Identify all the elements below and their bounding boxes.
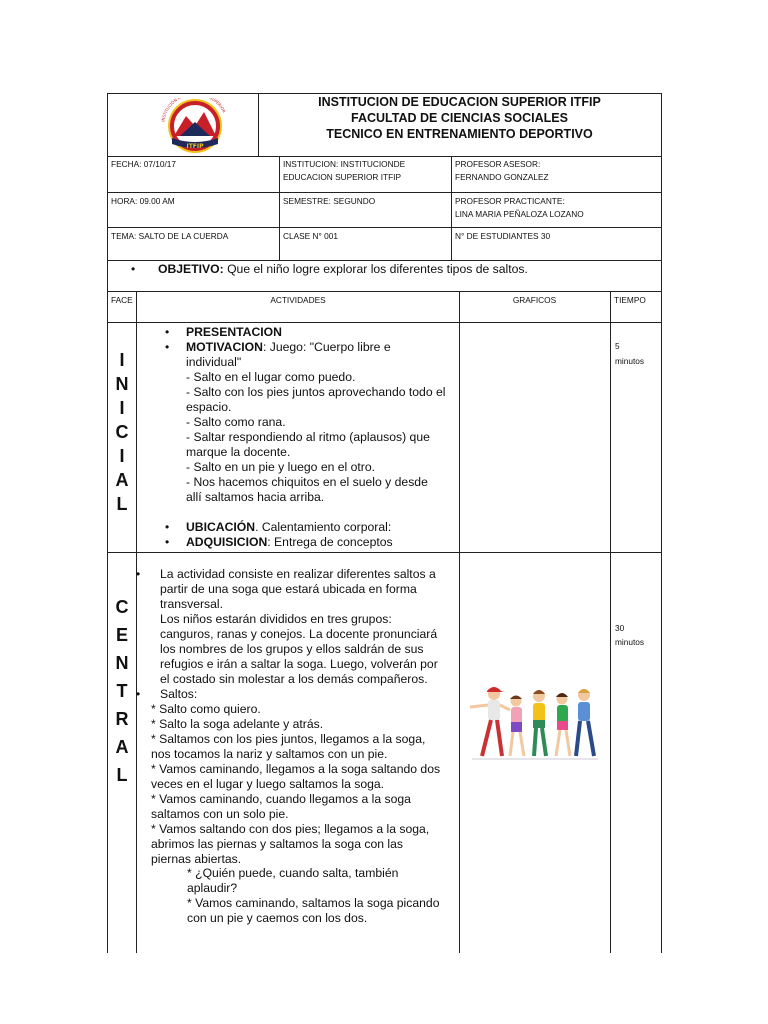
motivacion [186, 340, 391, 355]
inicial-tiempo-value: 5 [615, 341, 620, 351]
tema: TEMA: SALTO DE LA CUERDA [111, 231, 229, 241]
objetivo-text: Que el niño logre explorar los diferentes tipos de saltos. [223, 262, 528, 276]
inicial-line: - Salto en el lugar como puedo. [186, 370, 356, 384]
row-line [107, 291, 661, 292]
inicial-letter: I [119, 446, 125, 466]
row-line [107, 552, 661, 553]
bullet-icon: • [165, 340, 170, 354]
asesor-label: PROFESOR ASESOR: [455, 159, 541, 169]
bullet-icon: • [165, 520, 170, 534]
table-right-border [661, 93, 662, 953]
col-line [279, 156, 280, 260]
row-line [107, 322, 661, 323]
salto-line-indented: * ¿Quién puede, cuando salta, también [187, 866, 399, 880]
salto-line: veces en el lugar y luego saltamos la soga. [151, 777, 385, 791]
central-tiempo-unit: minutos [615, 637, 645, 647]
inicial-line: - Saltar respondiendo al ritmo (aplausos) que [186, 430, 430, 444]
children-walking-illustration [466, 680, 604, 765]
inicial-line: - Salto en un pie y luego en el otro. [186, 460, 376, 474]
col-tiempo: TIEMPO [614, 295, 646, 305]
central-letter: A [115, 737, 129, 757]
salto-line-indented: con un pie y caemos con los dos. [187, 911, 368, 925]
table-left-border [107, 93, 108, 953]
col-face: FACE [111, 295, 133, 305]
central-line: Saltos: [160, 687, 198, 701]
header-line-2: FACULTAD DE CIENCIAS SOCIALES [351, 111, 568, 125]
inicial-letter: I [119, 398, 125, 418]
salto-line: nos tocamos la nariz y saltamos con un pie. [151, 747, 388, 761]
salto-line: piernas abiertas. [151, 852, 242, 866]
header-line-1: INSTITUCION DE EDUCACION SUPERIOR ITFIP [318, 95, 601, 109]
bullet-icon: • [136, 687, 141, 701]
svg-text:INSTITUCIÓN DE EDUCACIÓN SUPER: INSTITUCIÓN UPERIOR [160, 98, 227, 123]
col-line [459, 291, 460, 953]
institucion-line-1: INSTITUCION: INSTITUCIONDE [283, 159, 406, 169]
svg-text:ITFIP: ITFIP [186, 143, 204, 150]
central-letter: T [116, 681, 128, 701]
clase: CLASE N° 001 [283, 231, 338, 241]
inicial-line: marque la docente. [186, 445, 291, 459]
hora: HORA: 09.00 AM [111, 196, 175, 206]
col-graficos: GRAFICOS [512, 295, 557, 305]
bullet-icon: • [131, 262, 136, 276]
motivacion-label: MOTIVACION [186, 340, 263, 354]
adquisicion-label: ADQUISICION [186, 535, 268, 549]
central-line: canguros, ranas y conejos. La docente pronunciará [160, 627, 438, 641]
inicial-line: allí saltamos hacia arriba. [186, 490, 325, 504]
central-line: La actividad consiste en realizar diferentes saltos a [160, 567, 436, 581]
col-line [451, 156, 452, 260]
semestre: SEMESTRE: SEGUNDO [283, 196, 376, 206]
inicial-letter: A [115, 470, 129, 490]
bullet-icon: • [165, 535, 170, 549]
central-letter: L [116, 765, 128, 785]
salto-line: * Saltamos con los pies juntos, llegamos a la soga, [151, 732, 426, 746]
inicial-letter: L [116, 494, 128, 514]
salto-line: saltamos con un solo pie. [151, 807, 289, 821]
central-line: Los niños estarán divididos en tres grupos: [160, 612, 392, 626]
institution-logo [150, 98, 240, 154]
ubicacion-rest: . Calentamiento corporal: [255, 520, 392, 534]
row-line [107, 227, 661, 228]
salto-line: * Vamos caminando, llegamos a la soga saltando dos [151, 762, 441, 776]
ubicacion-label: UBICACIÓN [186, 520, 256, 534]
inicial-line: - Salto con los pies juntos aprovechando todo el [186, 385, 446, 399]
salto-line: * Salto como quiero. [151, 702, 261, 716]
motivacion-rest: : Juego: "Cuerpo libre e [262, 340, 391, 354]
row-line [107, 156, 661, 157]
objetivo [158, 262, 528, 277]
central-letter: N [115, 653, 129, 673]
central-letter: E [115, 625, 128, 645]
inicial-line: - Salto como rana. [186, 415, 286, 429]
asesor-name: FERNANDO GONZALEZ [455, 172, 549, 182]
ubicacion [186, 520, 391, 535]
salto-line: * Salto la soga adelante y atrás. [151, 717, 324, 731]
inicial-letter: I [119, 350, 125, 370]
practicante-label: PROFESOR PRACTICANTE: [455, 196, 565, 206]
central-line: transversal. [160, 597, 223, 611]
inicial-letter: C [115, 422, 129, 442]
header-line-3: TECNICO EN ENTRENAMIENTO DEPORTIVO [326, 127, 593, 141]
row-line [107, 260, 661, 261]
objetivo-label: OBJETIVO: [158, 262, 224, 276]
salto-line-indented: * Vamos caminando, saltamos la soga picando [187, 896, 440, 910]
central-line: partir de una soga que estará ubicada en forma [160, 582, 417, 596]
bullet-icon: • [136, 567, 141, 581]
inicial-line: - Nos hacemos chiquitos en el suelo y desde [186, 475, 428, 489]
col-line [610, 291, 611, 953]
inicial-tiempo-unit: minutos [615, 356, 645, 366]
central-line: los nombres de los grupos y ellos saldrán de sus [160, 642, 424, 656]
central-line: refugios e irán a saltar la soga. Luego, volverán por [160, 657, 438, 671]
bullet-icon: • [165, 325, 170, 339]
central-line: el costado sin molestar a los demás compañeros. [160, 672, 428, 686]
inicial-line: espacio. [186, 400, 232, 414]
fecha: FECHA: 07/10/17 [111, 159, 177, 169]
inicial-line: individual" [186, 355, 242, 369]
central-letter: R [115, 709, 129, 729]
salto-line: * Vamos saltando con dos pies; llegamos a la soga, [151, 822, 430, 836]
row-line [107, 192, 661, 193]
inicial-letter: N [115, 374, 129, 394]
institucion-line-2: EDUCACION SUPERIOR ITFIP [283, 172, 402, 182]
salto-line: abrimos las piernas y saltamos la soga con las [151, 837, 403, 851]
adquisicion [186, 535, 393, 550]
presentacion: PRESENTACION [186, 325, 282, 339]
adquisicion-rest: : Entrega de conceptos [267, 535, 393, 549]
salto-line-indented: aplaudir? [187, 881, 238, 895]
central-letter: C [115, 597, 129, 617]
salto-line: * Vamos caminando, cuando llegamos a la soga [151, 792, 411, 806]
table-top-border [107, 93, 661, 94]
estudiantes: N° DE ESTUDIANTES 30 [455, 231, 551, 241]
practicante-name: LINA MARIA PEÑALOZA LOZANO [455, 209, 584, 219]
central-tiempo-value: 30 [615, 623, 625, 633]
col-actividades: ACTIVIDADES [270, 295, 326, 305]
